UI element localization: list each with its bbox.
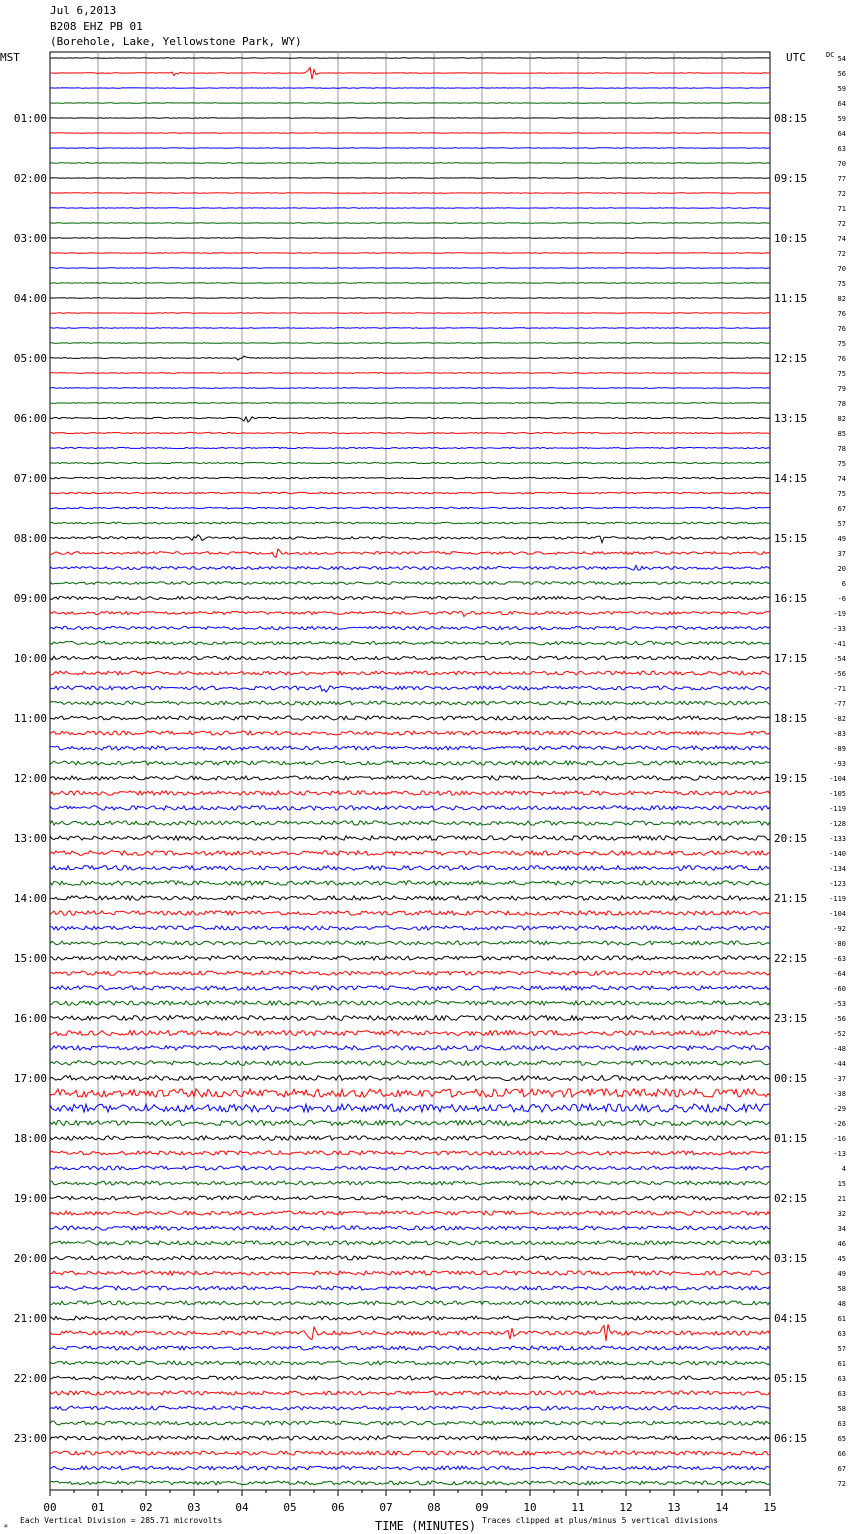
dc-offset-label: 15: [837, 1180, 846, 1188]
dc-offset-label: 78: [837, 400, 846, 408]
seismic-trace: [50, 971, 770, 975]
seismic-trace: [50, 1346, 770, 1350]
seismic-trace: [50, 1120, 770, 1125]
x-tick-label: 11: [571, 1501, 585, 1514]
utc-hour-label: 11:15: [774, 292, 808, 305]
dc-offset-label: 63: [837, 1330, 846, 1338]
dc-offset-label: -29: [833, 1105, 846, 1113]
right-timezone-label: UTC: [786, 51, 806, 64]
dc-offset-label: 70: [837, 265, 846, 273]
seismic-trace: [50, 986, 770, 990]
dc-offset-label: -128: [829, 820, 846, 828]
seismic-trace: [50, 462, 770, 463]
dc-offset-label: 76: [837, 325, 846, 333]
dc-offset-label: -119: [829, 805, 846, 813]
dc-offset-label: -71: [833, 685, 846, 693]
seismic-trace: [50, 1104, 770, 1112]
seismic-trace: [50, 611, 770, 616]
utc-hour-label: 01:15: [774, 1132, 808, 1145]
dc-offset-label: 75: [837, 280, 846, 288]
dc-offset-label: -92: [833, 925, 846, 933]
utc-hour-label: 04:15: [774, 1312, 808, 1325]
dc-offset-label: 65: [837, 1435, 846, 1443]
utc-hour-label: 23:15: [774, 1012, 808, 1025]
dc-offset-label: -123: [829, 880, 846, 888]
seismic-trace: [50, 268, 770, 269]
seismic-trace: [50, 941, 770, 945]
dc-offset-label: -140: [829, 850, 846, 858]
seismic-trace: [50, 701, 770, 705]
seismic-trace: [50, 417, 770, 422]
dc-offset-label: 56: [837, 70, 846, 78]
seismic-trace: [50, 388, 770, 389]
utc-hour-label: 15:15: [774, 532, 808, 545]
dc-offset-label: 49: [837, 1270, 846, 1278]
seismic-trace: [50, 477, 770, 478]
dc-offset-label: 67: [837, 505, 846, 513]
seismic-trace: [50, 926, 770, 930]
x-tick-label: 14: [715, 1501, 729, 1514]
x-tick-label: 06: [331, 1501, 345, 1514]
x-axis-label: TIME (MINUTES): [375, 1519, 477, 1533]
dc-offset-label: 34: [837, 1225, 846, 1233]
mst-hour-label: 04:00: [13, 292, 47, 305]
seismic-trace: [50, 447, 770, 448]
seismic-trace: [50, 821, 770, 825]
dc-offset-label: 67: [837, 1465, 846, 1473]
mst-hour-label: 07:00: [13, 472, 47, 485]
dc-offset-label: -52: [833, 1030, 846, 1038]
seismic-trace: [50, 1436, 770, 1440]
seismic-trace: [50, 549, 770, 557]
seismic-trace: [50, 851, 770, 856]
mst-hour-label: 12:00: [13, 772, 47, 785]
seismic-trace: [50, 836, 770, 840]
mst-hour-label: 05:00: [13, 352, 47, 365]
x-tick-label: 01: [91, 1501, 105, 1514]
dc-offset-label: 57: [837, 520, 846, 528]
seismic-trace: [50, 328, 770, 329]
dc-offset-label: 57: [837, 1345, 846, 1353]
seismic-trace: [50, 1166, 770, 1170]
x-tick-label: 05: [283, 1501, 297, 1514]
seismic-trace: [50, 1226, 770, 1230]
station-code: B208 EHZ PB 01: [50, 20, 143, 33]
dc-offset-label: 75: [837, 460, 846, 468]
mst-hour-label: 10:00: [13, 652, 47, 665]
dc-offset-label: 75: [837, 340, 846, 348]
seismic-trace: [50, 1316, 770, 1320]
dc-offset-label: -6: [837, 595, 846, 603]
dc-offset-label: 85: [837, 430, 846, 438]
utc-hour-label: 17:15: [774, 652, 808, 665]
x-tick-label: 04: [235, 1501, 249, 1514]
corner-mark: ⌘: [4, 1523, 8, 1530]
dc-offset-label: -104: [829, 910, 846, 918]
utc-hour-label: 21:15: [774, 892, 808, 905]
x-tick-label: 00: [43, 1501, 57, 1514]
dc-offset-label: 32: [837, 1210, 846, 1218]
utc-hour-label: 12:15: [774, 352, 808, 365]
utc-hour-label: 08:15: [774, 112, 808, 125]
dc-offset-label: 58: [837, 1285, 846, 1293]
x-tick-label: 09: [475, 1501, 489, 1514]
seismic-trace: [50, 1256, 770, 1260]
seismic-trace: [50, 1391, 770, 1395]
seismic-trace: [50, 253, 770, 254]
dc-offset-label: -33: [833, 625, 846, 633]
seismic-trace: [50, 522, 770, 524]
seismic-trace: [50, 67, 770, 79]
utc-hour-label: 00:15: [774, 1072, 808, 1085]
dc-offset-label: -37: [833, 1075, 846, 1083]
dc-offset-label: 78: [837, 445, 846, 453]
seismic-trace: [50, 492, 770, 494]
dc-offset-label: 82: [837, 415, 846, 423]
x-tick-label: 12: [619, 1501, 633, 1514]
dc-offset-label: 4: [841, 1165, 846, 1173]
dc-offset-label: 71: [837, 205, 846, 213]
seismic-trace: [50, 1001, 770, 1005]
chart-date: Jul 6,2013: [50, 4, 117, 17]
dc-offset-label: -44: [833, 1060, 846, 1068]
dc-offset-label: -80: [833, 940, 846, 948]
dc-offset-label: -53: [833, 1000, 846, 1008]
dc-offset-label: 61: [837, 1315, 846, 1323]
seismic-trace: [50, 1076, 770, 1081]
left-timezone-label: MST: [0, 51, 20, 64]
dc-offset-label: -119: [829, 895, 846, 903]
dc-offset-label: 45: [837, 1255, 846, 1263]
dc-offset-label: 54: [837, 55, 846, 63]
dc-offset-label: 75: [837, 370, 846, 378]
seismic-trace: [50, 1406, 770, 1410]
trace-group: [50, 58, 770, 1485]
label-group: [14, 55, 846, 1514]
utc-hour-label: 18:15: [774, 712, 808, 725]
mst-hour-label: 06:00: [13, 412, 47, 425]
seismic-trace: [50, 1376, 770, 1380]
mst-hour-label: 16:00: [13, 1012, 47, 1025]
utc-hour-label: 02:15: [774, 1192, 808, 1205]
seismic-trace: [50, 1061, 770, 1066]
dc-offset-label: 82: [837, 295, 846, 303]
dc-offset-label: 37: [837, 550, 846, 558]
mst-hour-label: 09:00: [13, 592, 47, 605]
dc-offset-label: -134: [829, 865, 846, 873]
mst-hour-label: 03:00: [13, 232, 47, 245]
dc-offset-label: -38: [833, 1090, 846, 1098]
mst-hour-label: 23:00: [13, 1432, 47, 1445]
dc-header-label: DC: [826, 51, 835, 59]
seismic-trace: [50, 866, 770, 871]
seismic-trace: [50, 535, 770, 543]
dc-offset-label: 61: [837, 1360, 846, 1368]
seismic-trace: [50, 403, 770, 404]
dc-offset-label: -89: [833, 745, 846, 753]
mst-hour-label: 20:00: [13, 1252, 47, 1265]
seismic-trace: [50, 806, 770, 810]
seismic-trace: [50, 1466, 770, 1470]
dc-offset-label: 72: [837, 220, 846, 228]
dc-offset-label: -63: [833, 955, 846, 963]
vertical-division-note: Each Vertical Division = 285.71 microvolts: [20, 1516, 223, 1525]
seismic-trace: [50, 223, 770, 224]
seismic-trace: [50, 298, 770, 299]
seismic-trace: [50, 746, 770, 750]
dc-offset-label: -16: [833, 1135, 846, 1143]
seismic-trace: [50, 1089, 770, 1097]
seismic-trace: [50, 1241, 770, 1245]
mst-hour-label: 08:00: [13, 532, 47, 545]
seismic-trace: [50, 1451, 770, 1455]
x-tick-label: 15: [763, 1501, 777, 1514]
dc-offset-label: 21: [837, 1195, 846, 1203]
dc-offset-label: 70: [837, 160, 846, 168]
seismic-trace: [50, 686, 770, 693]
dc-offset-label: 66: [837, 1450, 846, 1458]
x-tick-label: 03: [187, 1501, 201, 1514]
dc-offset-label: -48: [833, 1045, 846, 1053]
mst-hour-label: 18:00: [13, 1132, 47, 1145]
dc-offset-label: 59: [837, 115, 846, 123]
seismic-trace: [50, 1361, 770, 1365]
seismic-trace: [50, 656, 770, 660]
dc-offset-label: 63: [837, 145, 846, 153]
dc-offset-label: -13: [833, 1150, 846, 1158]
dc-offset-label: 64: [837, 100, 846, 108]
seismic-trace: [50, 432, 770, 433]
dc-offset-label: -105: [829, 790, 846, 798]
seismic-trace: [50, 1481, 770, 1485]
station-location: (Borehole, Lake, Yellowstone Park, WY): [50, 35, 302, 48]
dc-offset-label: 76: [837, 355, 846, 363]
seismic-trace: [50, 626, 770, 629]
seismic-trace: [50, 1421, 770, 1425]
seismic-trace: [50, 343, 770, 344]
dc-offset-label: 59: [837, 85, 846, 93]
x-tick-label: 02: [139, 1501, 153, 1514]
seismic-trace: [50, 596, 770, 599]
dc-offset-label: -54: [833, 655, 846, 663]
seismic-trace: [50, 956, 770, 960]
seismic-trace: [50, 1196, 770, 1200]
dc-offset-label: 75: [837, 490, 846, 498]
seismic-trace: [50, 911, 770, 915]
utc-hour-label: 14:15: [774, 472, 808, 485]
x-tick-label: 13: [667, 1501, 681, 1514]
seismic-trace: [50, 238, 770, 239]
dc-offset-label: -64: [833, 970, 846, 978]
utc-hour-label: 05:15: [774, 1372, 808, 1385]
dc-offset-label: -56: [833, 670, 846, 678]
mst-hour-label: 22:00: [13, 1372, 47, 1385]
dc-offset-label: -19: [833, 610, 846, 618]
dc-offset-label: 49: [837, 535, 846, 543]
seismic-trace: [50, 716, 770, 720]
x-tick-label: 07: [379, 1501, 393, 1514]
dc-offset-label: 72: [837, 250, 846, 258]
seismic-trace: [50, 671, 770, 675]
seismic-trace: [50, 163, 770, 164]
seismic-trace: [50, 881, 770, 885]
seismic-trace: [50, 356, 770, 360]
dc-offset-label: -56: [833, 1015, 846, 1023]
dc-offset-label: 74: [837, 235, 846, 243]
mst-hour-label: 15:00: [13, 952, 47, 965]
seismic-trace: [50, 373, 770, 374]
seismic-trace: [50, 641, 770, 644]
dc-offset-label: 20: [837, 565, 846, 573]
dc-offset-label: 63: [837, 1375, 846, 1383]
mst-hour-label: 13:00: [13, 832, 47, 845]
mst-hour-label: 21:00: [13, 1312, 47, 1325]
seismic-trace: [50, 1016, 770, 1021]
dc-offset-label: 46: [837, 1240, 846, 1248]
clip-note: Traces clipped at plus/minus 5 vertical divisions: [482, 1516, 719, 1525]
dc-offset-label: 63: [837, 1420, 846, 1428]
seismic-trace: [50, 1046, 770, 1051]
x-tick-label: 08: [427, 1501, 441, 1514]
dc-offset-label: 72: [837, 1480, 846, 1488]
utc-hour-label: 10:15: [774, 232, 808, 245]
dc-offset-label: 79: [837, 385, 846, 393]
seismic-trace: [50, 178, 770, 179]
seismic-trace: [50, 283, 770, 284]
seismic-trace: [50, 1324, 770, 1341]
mst-hour-label: 19:00: [13, 1192, 47, 1205]
seismic-trace: [50, 896, 770, 900]
seismic-trace: [50, 1286, 770, 1290]
utc-hour-label: 06:15: [774, 1432, 808, 1445]
seismic-trace: [50, 1181, 770, 1185]
mst-hour-label: 11:00: [13, 712, 47, 725]
seismic-trace: [50, 582, 770, 585]
seismic-trace: [50, 1211, 770, 1215]
dc-offset-label: 6: [841, 580, 846, 588]
seismic-trace: [50, 566, 770, 571]
utc-hour-label: 19:15: [774, 772, 808, 785]
dc-offset-label: 77: [837, 175, 846, 183]
seismic-trace: [50, 1301, 770, 1305]
dc-offset-label: 74: [837, 475, 846, 483]
utc-hour-label: 22:15: [774, 952, 808, 965]
seismic-trace: [50, 208, 770, 209]
mst-hour-label: 14:00: [13, 892, 47, 905]
seismic-trace: [50, 313, 770, 314]
dc-offset-label: -93: [833, 760, 846, 768]
seismic-trace: [50, 1030, 770, 1035]
dc-offset-label: 48: [837, 1300, 846, 1308]
dc-offset-label: -60: [833, 985, 846, 993]
dc-offset-label: -83: [833, 730, 846, 738]
utc-hour-label: 13:15: [774, 412, 808, 425]
seismic-trace: [50, 1136, 770, 1140]
dc-offset-label: -133: [829, 835, 846, 843]
mst-hour-label: 17:00: [13, 1072, 47, 1085]
utc-hour-label: 09:15: [774, 172, 808, 185]
dc-offset-label: 58: [837, 1405, 846, 1413]
seismic-trace: [50, 776, 770, 780]
mst-hour-label: 01:00: [13, 112, 47, 125]
dc-offset-label: 76: [837, 310, 846, 318]
dc-offset-label: -26: [833, 1120, 846, 1128]
seismic-trace: [50, 507, 770, 509]
utc-hour-label: 20:15: [774, 832, 808, 845]
seismic-trace: [50, 731, 770, 735]
seismic-trace: [50, 1151, 770, 1155]
dc-offset-label: -104: [829, 775, 846, 783]
seismic-trace: [50, 193, 770, 194]
utc-hour-label: 16:15: [774, 592, 808, 605]
dc-offset-label: -77: [833, 700, 846, 708]
mst-hour-label: 02:00: [13, 172, 47, 185]
seismic-trace: [50, 761, 770, 765]
dc-offset-label: -82: [833, 715, 846, 723]
dc-offset-label: 63: [837, 1390, 846, 1398]
seismic-trace: [50, 791, 770, 795]
x-tick-label: 10: [523, 1501, 537, 1514]
seismic-trace: [50, 1271, 770, 1275]
dc-offset-label: 72: [837, 190, 846, 198]
dc-offset-label: 64: [837, 130, 846, 138]
utc-hour-label: 03:15: [774, 1252, 808, 1265]
dc-offset-label: -41: [833, 640, 846, 648]
